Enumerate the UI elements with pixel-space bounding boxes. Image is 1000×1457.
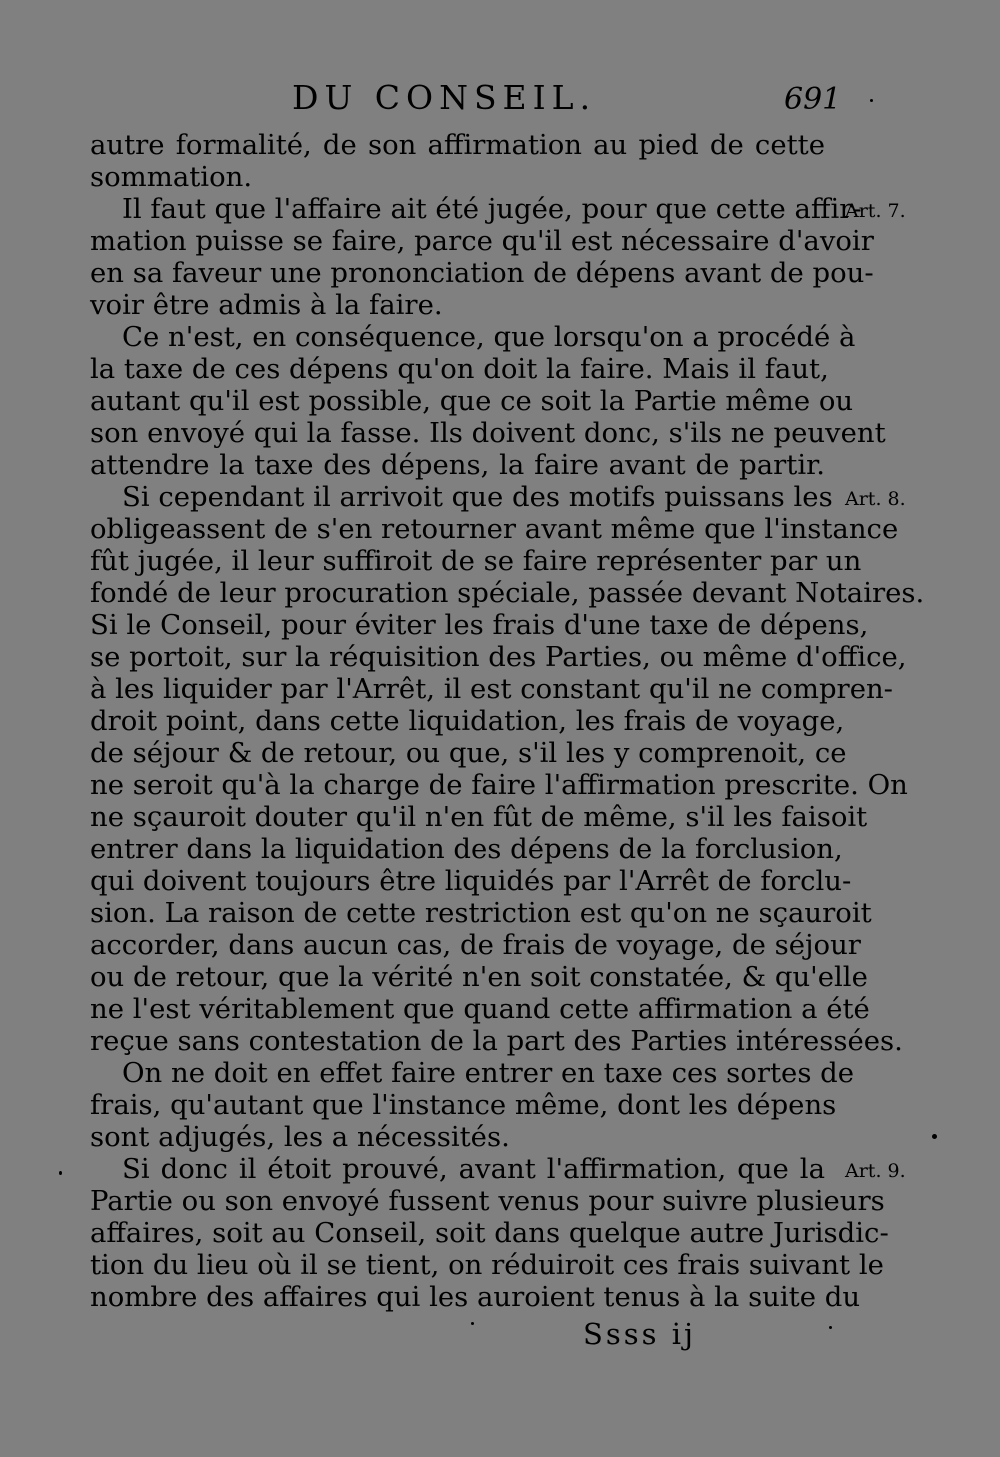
text-line: autre formalité, de son affirmation au pied de cette	[90, 129, 825, 161]
text-line: en sa faveur une prononciation de dépens avant de pou-	[90, 257, 874, 289]
text-line: mation puisse se faire, parce qu'il est nécessaire d'avoir	[90, 225, 874, 257]
page-number: 691	[784, 82, 842, 117]
text-line: tion du lieu où il se tient, on réduiroit ces frais suivant le	[90, 1249, 884, 1281]
text-line: se portoit, sur la réquisition des Parties, ou même d'office,	[90, 641, 907, 673]
text-line: Partie ou son envoyé fussent venus pour suivre plusieurs	[90, 1185, 885, 1217]
text-line: voir être admis à la faire.	[90, 289, 443, 321]
text-line: attendre la taxe des dépens, la faire avant de partir.	[90, 449, 825, 481]
text-line: ne sçauroit douter qu'il n'en fût de même, s'il les faisoit	[90, 801, 868, 833]
text-line: sommation.	[90, 161, 253, 193]
text-line: à les liquider par l'Arrêt, il est constant qu'il ne compren-	[90, 673, 893, 705]
text-line: sion. La raison de cette restriction est qu'on ne sçauroit	[90, 897, 872, 929]
text-line: ou de retour, que la vérité n'en soit constatée, & qu'elle	[90, 961, 868, 993]
text-line: entrer dans la liquidation des dépens de la forclusion,	[90, 833, 843, 865]
text-line: frais, qu'autant que l'instance même, dont les dépens	[90, 1089, 837, 1121]
text-line: Si le Conseil, pour éviter les frais d'une taxe de dépens,	[90, 609, 869, 641]
text-line: nombre des affaires qui les auroient tenus à la suite du	[90, 1281, 861, 1313]
text-line: droit point, dans cette liquidation, les frais de voyage,	[90, 705, 845, 737]
text-line: fût jugée, il leur suffiroit de se faire représenter par un	[90, 545, 862, 577]
print-speck	[870, 99, 873, 102]
signature-mark: Ssss ij	[583, 1317, 696, 1351]
text-line: On ne doit en effet faire entrer en taxe ces sortes de	[122, 1057, 855, 1089]
text-line: accorder, dans aucun cas, de frais de voyage, de séjour	[90, 929, 861, 961]
text-line: Si donc il étoit prouvé, avant l'affirmation, que la	[122, 1153, 825, 1185]
print-speck	[471, 1322, 474, 1325]
margin-note-art-8: Art. 8.	[845, 488, 906, 510]
running-title: DU CONSEIL.	[292, 78, 597, 117]
text-line: la taxe de ces dépens qu'on doit la faire. Mais il faut,	[90, 353, 829, 385]
print-speck	[829, 1326, 832, 1329]
text-line: fondé de leur procuration spéciale, passée devant Notaires.	[90, 577, 925, 609]
text-line: Ce n'est, en conséquence, que lorsqu'on a procédé à	[122, 321, 856, 353]
print-speck	[932, 1134, 937, 1139]
text-line: sont adjugés, les a nécessités.	[90, 1121, 510, 1153]
text-line: reçue sans contestation de la part des Parties intéressées.	[90, 1025, 903, 1057]
text-line: Il faut que l'affaire ait été jugée, pour que cette affir-	[122, 193, 862, 225]
text-line: autant qu'il est possible, que ce soit la Partie même ou	[90, 385, 854, 417]
print-speck	[59, 1171, 62, 1175]
text-line: de séjour & de retour, ou que, s'il les y comprenoit, ce	[90, 737, 847, 769]
text-line: obligeassent de s'en retourner avant même que l'instance	[90, 513, 899, 545]
text-line: ne seroit qu'à la charge de faire l'affirmation prescrite. On	[90, 769, 908, 801]
margin-note-art-7: Art. 7.	[845, 200, 906, 222]
text-line: Si cependant il arrivoit que des motifs puissans les	[122, 481, 833, 513]
text-line: qui doivent toujours être liquidés par l'Arrêt de forclu-	[90, 865, 852, 897]
text-line: affaires, soit au Conseil, soit dans quelque autre Jurisdic-	[90, 1217, 889, 1249]
margin-note-art-9: Art. 9.	[845, 1160, 906, 1182]
text-line: son envoyé qui la fasse. Ils doivent donc, s'ils ne peuvent	[90, 417, 886, 449]
text-line: ne l'est véritablement que quand cette affirmation a été	[90, 993, 870, 1025]
